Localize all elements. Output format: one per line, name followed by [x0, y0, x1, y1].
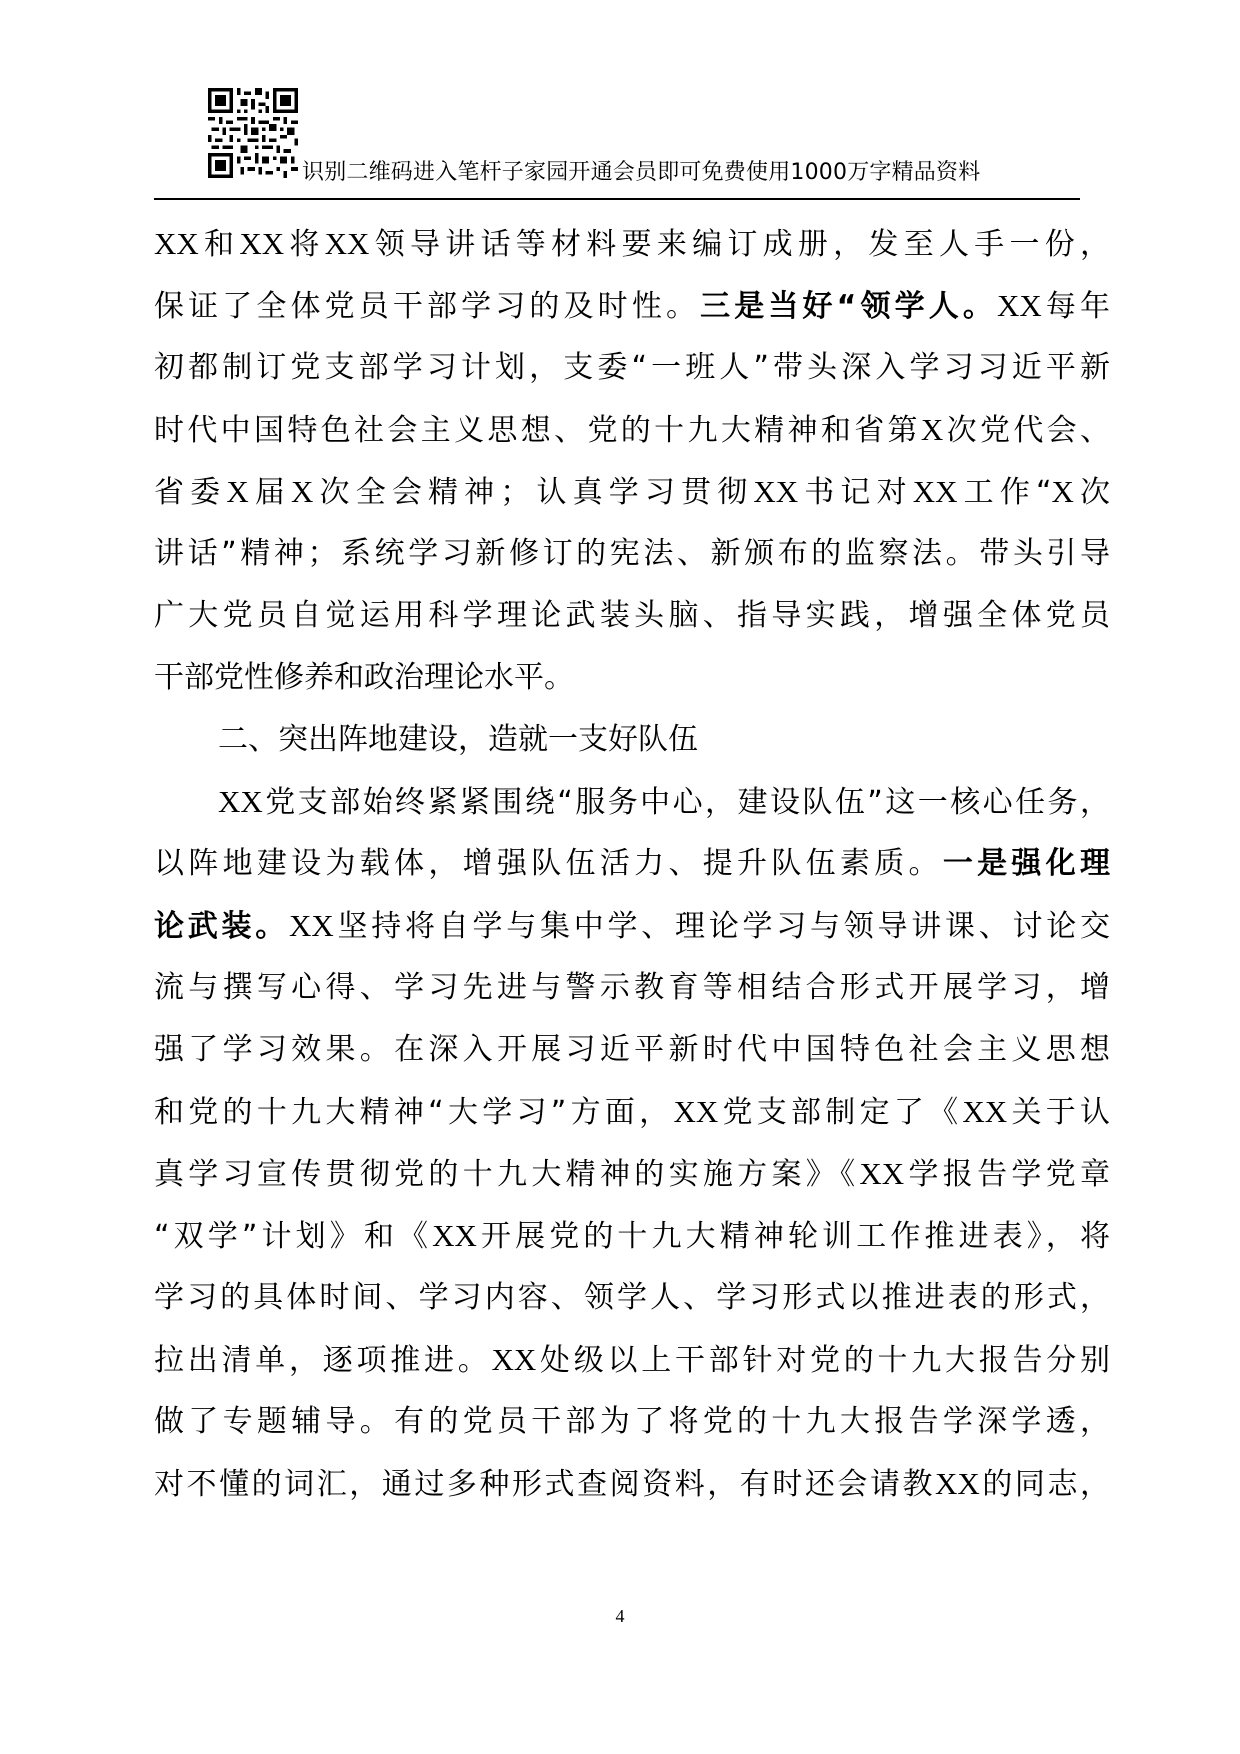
text-segment: 的同志，	[979, 1467, 1111, 1502]
text-line	[154, 1453, 1110, 1515]
text-segment: 党支部始终紧紧围绕“服务中心，建设队伍”这一核心任务，	[262, 785, 1110, 820]
page-number: 4	[615, 1606, 625, 1626]
text-segment: XX	[935, 1466, 980, 1501]
text-segment: 学习的具体时间、学习内容、领学人、学习形式以推进表的形式，	[154, 1280, 1110, 1315]
text-segment: XX	[753, 474, 799, 509]
text-line	[154, 461, 1110, 523]
text-segment: 次	[1073, 475, 1111, 510]
text-segment: 对不懂的词汇，通过多种形式查阅资料，有时还会请教	[154, 1467, 936, 1502]
text-line	[154, 337, 1110, 399]
text-segment: XX	[324, 226, 370, 261]
text-segment: 初都制订党支部学习计划，支委“一班人”带头深入学习习近平新	[154, 350, 1110, 385]
text-segment: 将	[284, 227, 325, 262]
text-segment: XX	[239, 226, 285, 261]
text-line	[154, 275, 1110, 337]
text-segment: 保证了全体党员干部学习的及时性。	[154, 289, 701, 324]
text-segment: X	[920, 412, 944, 447]
qr-code-icon[interactable]	[208, 88, 298, 178]
text-line	[154, 647, 1110, 709]
bold-text-segment: 论武装。	[154, 909, 289, 944]
text-segment: XX	[218, 784, 263, 819]
text-line	[154, 895, 1110, 957]
text-segment: 流与撰写心得、学习先进与警示教育等相结合形式开展学习，增	[154, 970, 1110, 1005]
text-segment: 以阵地建设为载体，增强队伍活力、提升队伍素质。	[154, 846, 943, 881]
text-line	[154, 399, 1110, 461]
text-line	[154, 1267, 1110, 1329]
text-segment: 干部党性修养和政治理论水平。	[154, 660, 574, 695]
document-body	[154, 213, 1110, 1515]
text-segment: 每年	[1041, 289, 1111, 324]
text-segment: 书记对	[798, 475, 913, 510]
text-segment: 拉出清单，逐项推进。	[154, 1343, 492, 1378]
text-line	[154, 957, 1110, 1019]
text-segment: 省委	[154, 475, 227, 510]
text-segment: “双学”计划》和《	[154, 1219, 433, 1254]
text-segment: 处级以上干部针对党的十九大报告分别	[536, 1343, 1111, 1378]
text-segment: 广大党员自觉运用科学理论武装头脑、指导实践，增强全体党员	[154, 598, 1110, 633]
text-line	[154, 213, 1110, 275]
text-segment: 二、突出阵地建设，造就一支好队伍	[218, 722, 698, 757]
text-segment: XX	[962, 1094, 1008, 1129]
text-line	[154, 585, 1110, 647]
text-segment: XX	[673, 1094, 719, 1129]
text-segment: 党支部制定了《	[718, 1095, 963, 1130]
text-line	[154, 1329, 1110, 1391]
promo-text: 识别二维码进入笔杆子家园开通会员即可免费使用1000万字精品资料	[302, 160, 981, 185]
text-segment: XX	[912, 474, 958, 509]
text-segment: 工作“	[957, 475, 1052, 510]
text-segment: X	[226, 474, 249, 509]
text-segment: XX	[289, 908, 334, 943]
page-header	[208, 88, 1078, 200]
text-line	[154, 833, 1110, 895]
text-segment: 时代中国特色社会主义思想、党的十九大精神和省第	[154, 413, 921, 448]
header-divider	[154, 198, 1080, 200]
text-line	[154, 709, 1110, 771]
bold-text-segment: 一是强化理	[942, 846, 1111, 881]
text-segment: 次党代会、	[943, 413, 1111, 448]
text-line	[154, 523, 1110, 585]
text-segment: 和	[198, 227, 240, 262]
text-segment: XX	[491, 1342, 537, 1377]
text-line	[154, 1205, 1110, 1267]
bold-text-segment: 三是当好“领学人。	[700, 289, 997, 324]
text-segment: XX	[432, 1218, 477, 1253]
text-segment: XX	[154, 226, 199, 261]
text-segment: 届	[248, 475, 292, 510]
text-segment: XX	[859, 1156, 905, 1191]
text-segment: 领导讲话等材料要来编订成册，发至人手一份，	[369, 227, 1111, 262]
text-segment: X	[291, 474, 314, 509]
text-segment: 学报告学党章	[904, 1157, 1111, 1192]
text-line	[154, 1019, 1110, 1081]
text-segment: 真学习宣传贯彻党的十九大精神的实施方案》《	[154, 1157, 860, 1192]
text-line	[154, 1143, 1110, 1205]
text-segment: 和党的十九大精神“大学习”方面，	[154, 1095, 674, 1130]
text-segment: X	[1051, 474, 1074, 509]
text-segment: 讲话”精神；系统学习新修订的宪法、新颁布的监察法。带头引导	[154, 536, 1110, 571]
text-segment: 开展党的十九大精神轮训工作推进表》，将	[476, 1219, 1110, 1254]
text-line	[154, 1081, 1110, 1143]
text-segment: XX	[996, 288, 1042, 323]
text-segment: 强了学习效果。在深入开展习近平新时代中国特色社会主义思想	[154, 1032, 1110, 1067]
text-line	[154, 771, 1110, 833]
text-segment: 做了专题辅导。有的党员干部为了将党的十九大报告学深学透，	[154, 1404, 1110, 1439]
text-segment: 关于认	[1007, 1095, 1111, 1130]
text-line	[154, 1391, 1110, 1453]
text-segment: 坚持将自学与集中学、理论学习与领导讲课、讨论交	[333, 909, 1111, 944]
text-segment: 次全会精神；认真学习贯彻	[313, 475, 754, 510]
